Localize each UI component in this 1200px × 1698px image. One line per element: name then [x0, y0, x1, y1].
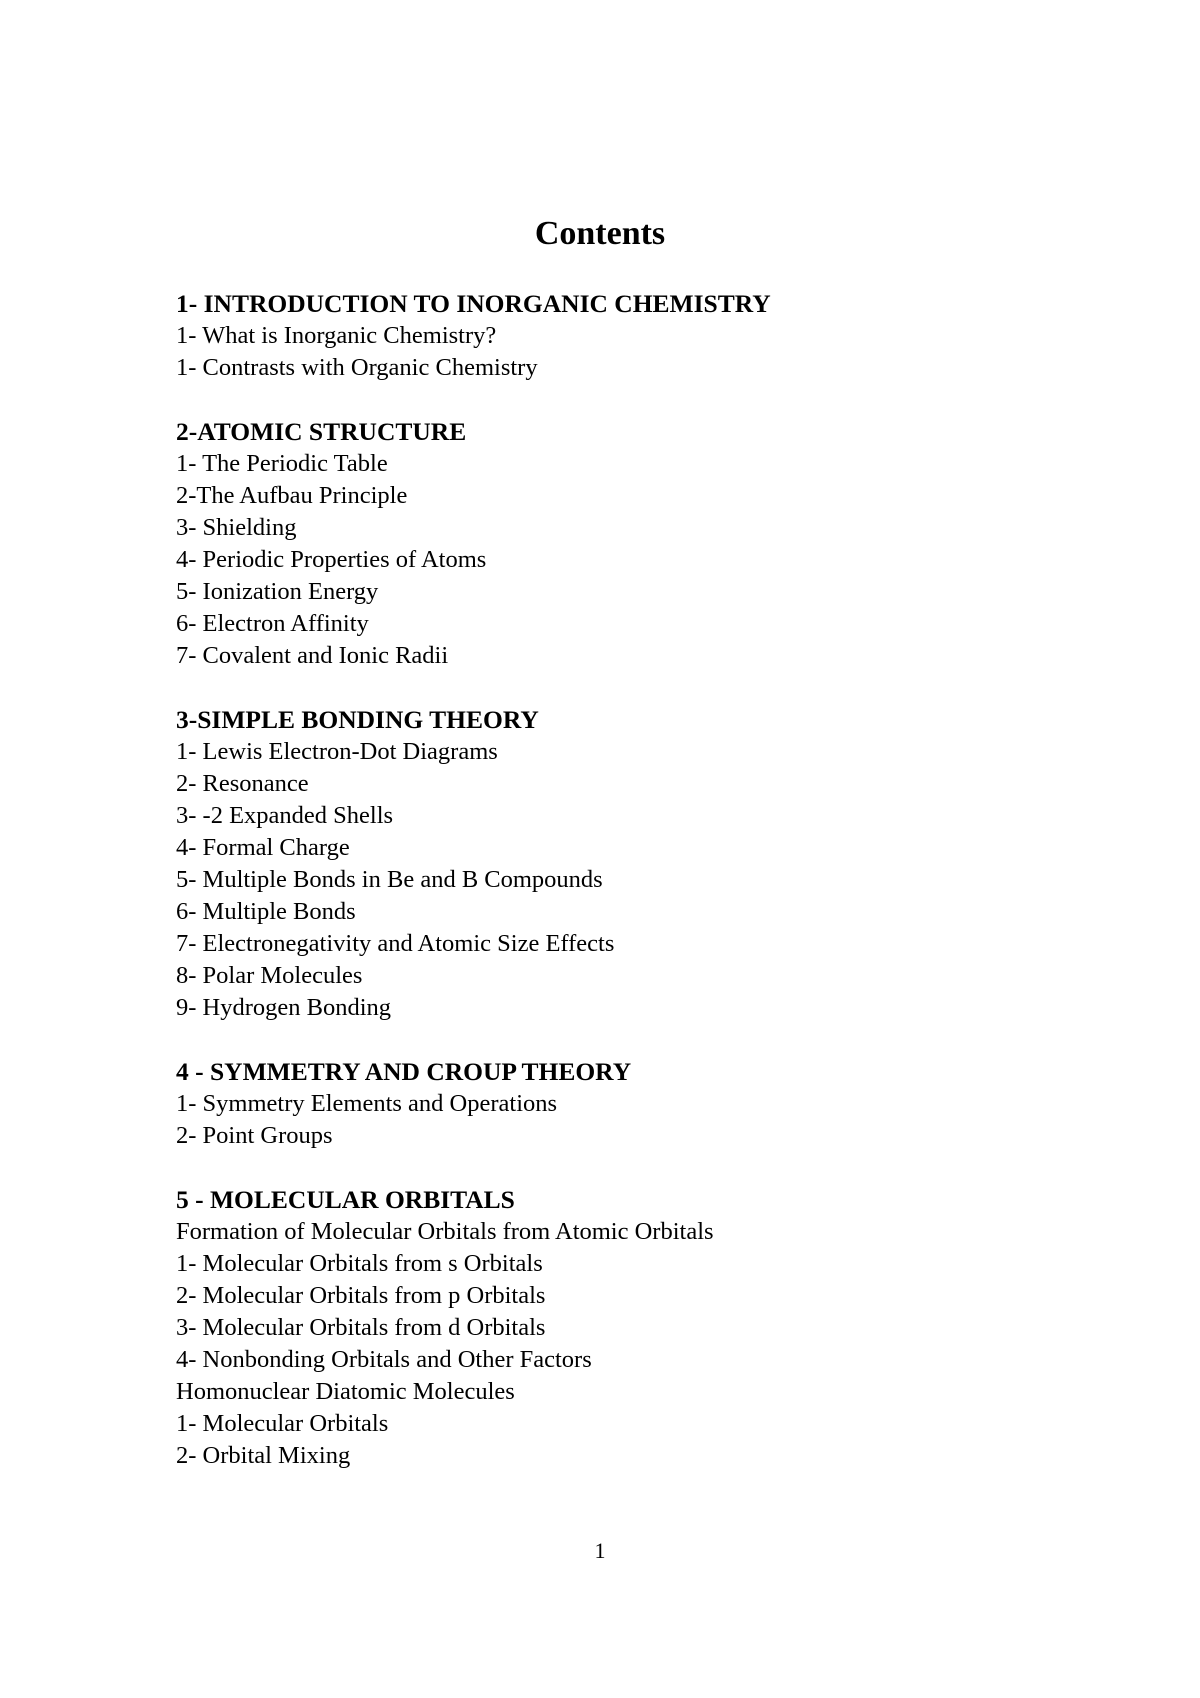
page-number: 1: [594, 1538, 606, 1563]
toc-section-molecular-orbitals: [176, 1184, 1076, 1472]
section-heading: 5 - MOLECULAR ORBITALS: [176, 1185, 515, 1214]
toc-entry: Formation of Molecular Orbitals from Atomic Orbitals: [176, 1218, 714, 1245]
toc-entry: 2- Point Groups: [176, 1122, 333, 1149]
toc-section-symmetry: [176, 1056, 1076, 1152]
toc-entry: 5- Ionization Energy: [176, 578, 379, 605]
toc-section-simple-bonding-theory: [176, 704, 1076, 1024]
section-heading: 4 - SYMMETRY AND CROUP THEORY: [176, 1057, 632, 1086]
toc-entry: 6- Multiple Bonds: [176, 898, 356, 925]
toc-entry: 2- Molecular Orbitals from p Orbitals: [176, 1282, 546, 1309]
toc-entry: 3- Shielding: [176, 514, 297, 541]
toc-entry: 4- Nonbonding Orbitals and Other Factors: [176, 1346, 592, 1373]
toc-entry: 1- Contrasts with Organic Chemistry: [176, 354, 538, 381]
toc-entry: 1- Symmetry Elements and Operations: [176, 1090, 558, 1117]
toc-entry: 3- Molecular Orbitals from d Orbitals: [176, 1314, 546, 1341]
toc-entry: 4- Periodic Properties of Atoms: [176, 546, 487, 573]
toc-entry: 4- Formal Charge: [176, 834, 350, 861]
toc-entry: 9- Hydrogen Bonding: [176, 994, 392, 1021]
toc-entry: Homonuclear Diatomic Molecules: [176, 1378, 515, 1405]
toc-entry: 1- Molecular Orbitals from s Orbitals: [176, 1250, 543, 1277]
section-heading: 3-SIMPLE BONDING THEORY: [176, 705, 539, 734]
table-of-contents: [176, 288, 1076, 1504]
toc-entry: 8- Polar Molecules: [176, 962, 363, 989]
toc-entry: 7- Electronegativity and Atomic Size Effects: [176, 930, 615, 957]
toc-entry: 2- Orbital Mixing: [176, 1442, 351, 1469]
page-title: Contents: [534, 215, 666, 252]
toc-entry: 2- Resonance: [176, 770, 309, 797]
toc-entry: 1- The Periodic Table: [176, 450, 388, 477]
toc-entry: 1- Molecular Orbitals: [176, 1410, 389, 1437]
section-heading: 1- INTRODUCTION TO INORGANIC CHEMISTRY: [176, 289, 771, 318]
toc-entry: 1- What is Inorganic Chemistry?: [176, 322, 497, 349]
toc-entry: 3- -2 Expanded Shells: [176, 802, 394, 829]
toc-entry: 6- Electron Affinity: [176, 610, 369, 637]
toc-entry: 2-The Aufbau Principle: [176, 482, 408, 509]
toc-section-atomic-structure: [176, 416, 1076, 672]
section-heading: 2-ATOMIC STRUCTURE: [176, 417, 467, 446]
toc-section-introduction: [176, 288, 1076, 384]
toc-entry: 7- Covalent and Ionic Radii: [176, 642, 449, 669]
toc-entry: 5- Multiple Bonds in Be and B Compounds: [176, 866, 603, 893]
toc-entry: 1- Lewis Electron-Dot Diagrams: [176, 738, 498, 765]
